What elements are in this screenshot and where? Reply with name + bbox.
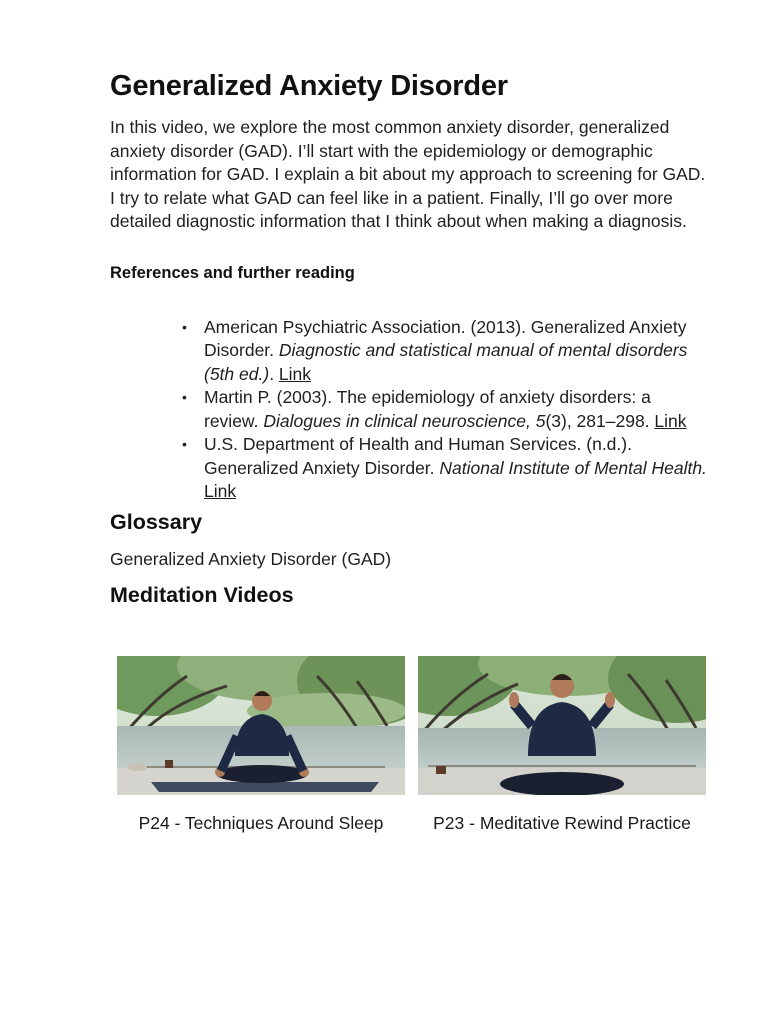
reference-item: • Martin P. (2003). The epidemiology of anxiety disorders: a review. Dialogues in clinical neuroscience, 5(3), 281–298. Link <box>182 387 687 431</box>
video-thumbnail-sleep[interactable] <box>117 656 405 795</box>
page-title: Generalized Anxiety Disorder <box>110 70 508 102</box>
intro-paragraph: In this video, we explore the most common anxiety disorder, generalized anxiety disorder (GAD). I’ll start with the epidemiology or demographic information for GAD. I explain a bit about my approach to screening for GAD. I try to relate what GAD can feel like in a patient. Finally, I’ll go over more detailed diagnostic information that I think about when making a diagnosis. <box>110 117 706 231</box>
bullet-icon: • <box>182 436 187 452</box>
meditation-heading: Meditation Videos <box>110 583 294 607</box>
video-caption-sleep[interactable]: P24 - Techniques Around Sleep <box>138 813 384 833</box>
glossary-item: Generalized Anxiety Disorder (GAD) <box>110 548 392 569</box>
references-list <box>110 316 710 504</box>
glossary-heading: Glossary <box>110 509 203 534</box>
video-thumbnail-rewind[interactable] <box>418 656 706 795</box>
meditation-videos <box>117 656 707 846</box>
document-page <box>110 68 710 609</box>
bullet-icon: • <box>182 389 187 405</box>
bullet-icon: • <box>182 318 187 335</box>
video-card-rewind[interactable] <box>418 656 706 834</box>
references-heading: References and further reading <box>110 263 355 282</box>
reference-link[interactable]: Link <box>278 363 312 384</box>
reference-item: • American Psychiatric Association. (2013). Generalized Anxiety Disorder. Diagnostic and statistical manual of mental disorders (5th ed.). Link <box>182 316 688 384</box>
reference-link[interactable]: Link <box>654 410 687 431</box>
video-caption-rewind[interactable]: P23 - Meditative Rewind Practice <box>433 813 691 833</box>
reference-link[interactable]: Link <box>204 481 237 501</box>
video-card-sleep[interactable] <box>117 656 405 834</box>
reference-item: • U.S. Department of Health and Human Services. (n.d.). Generalized Anxiety Disorder. National Institute of Mental Health. Link <box>182 434 707 501</box>
